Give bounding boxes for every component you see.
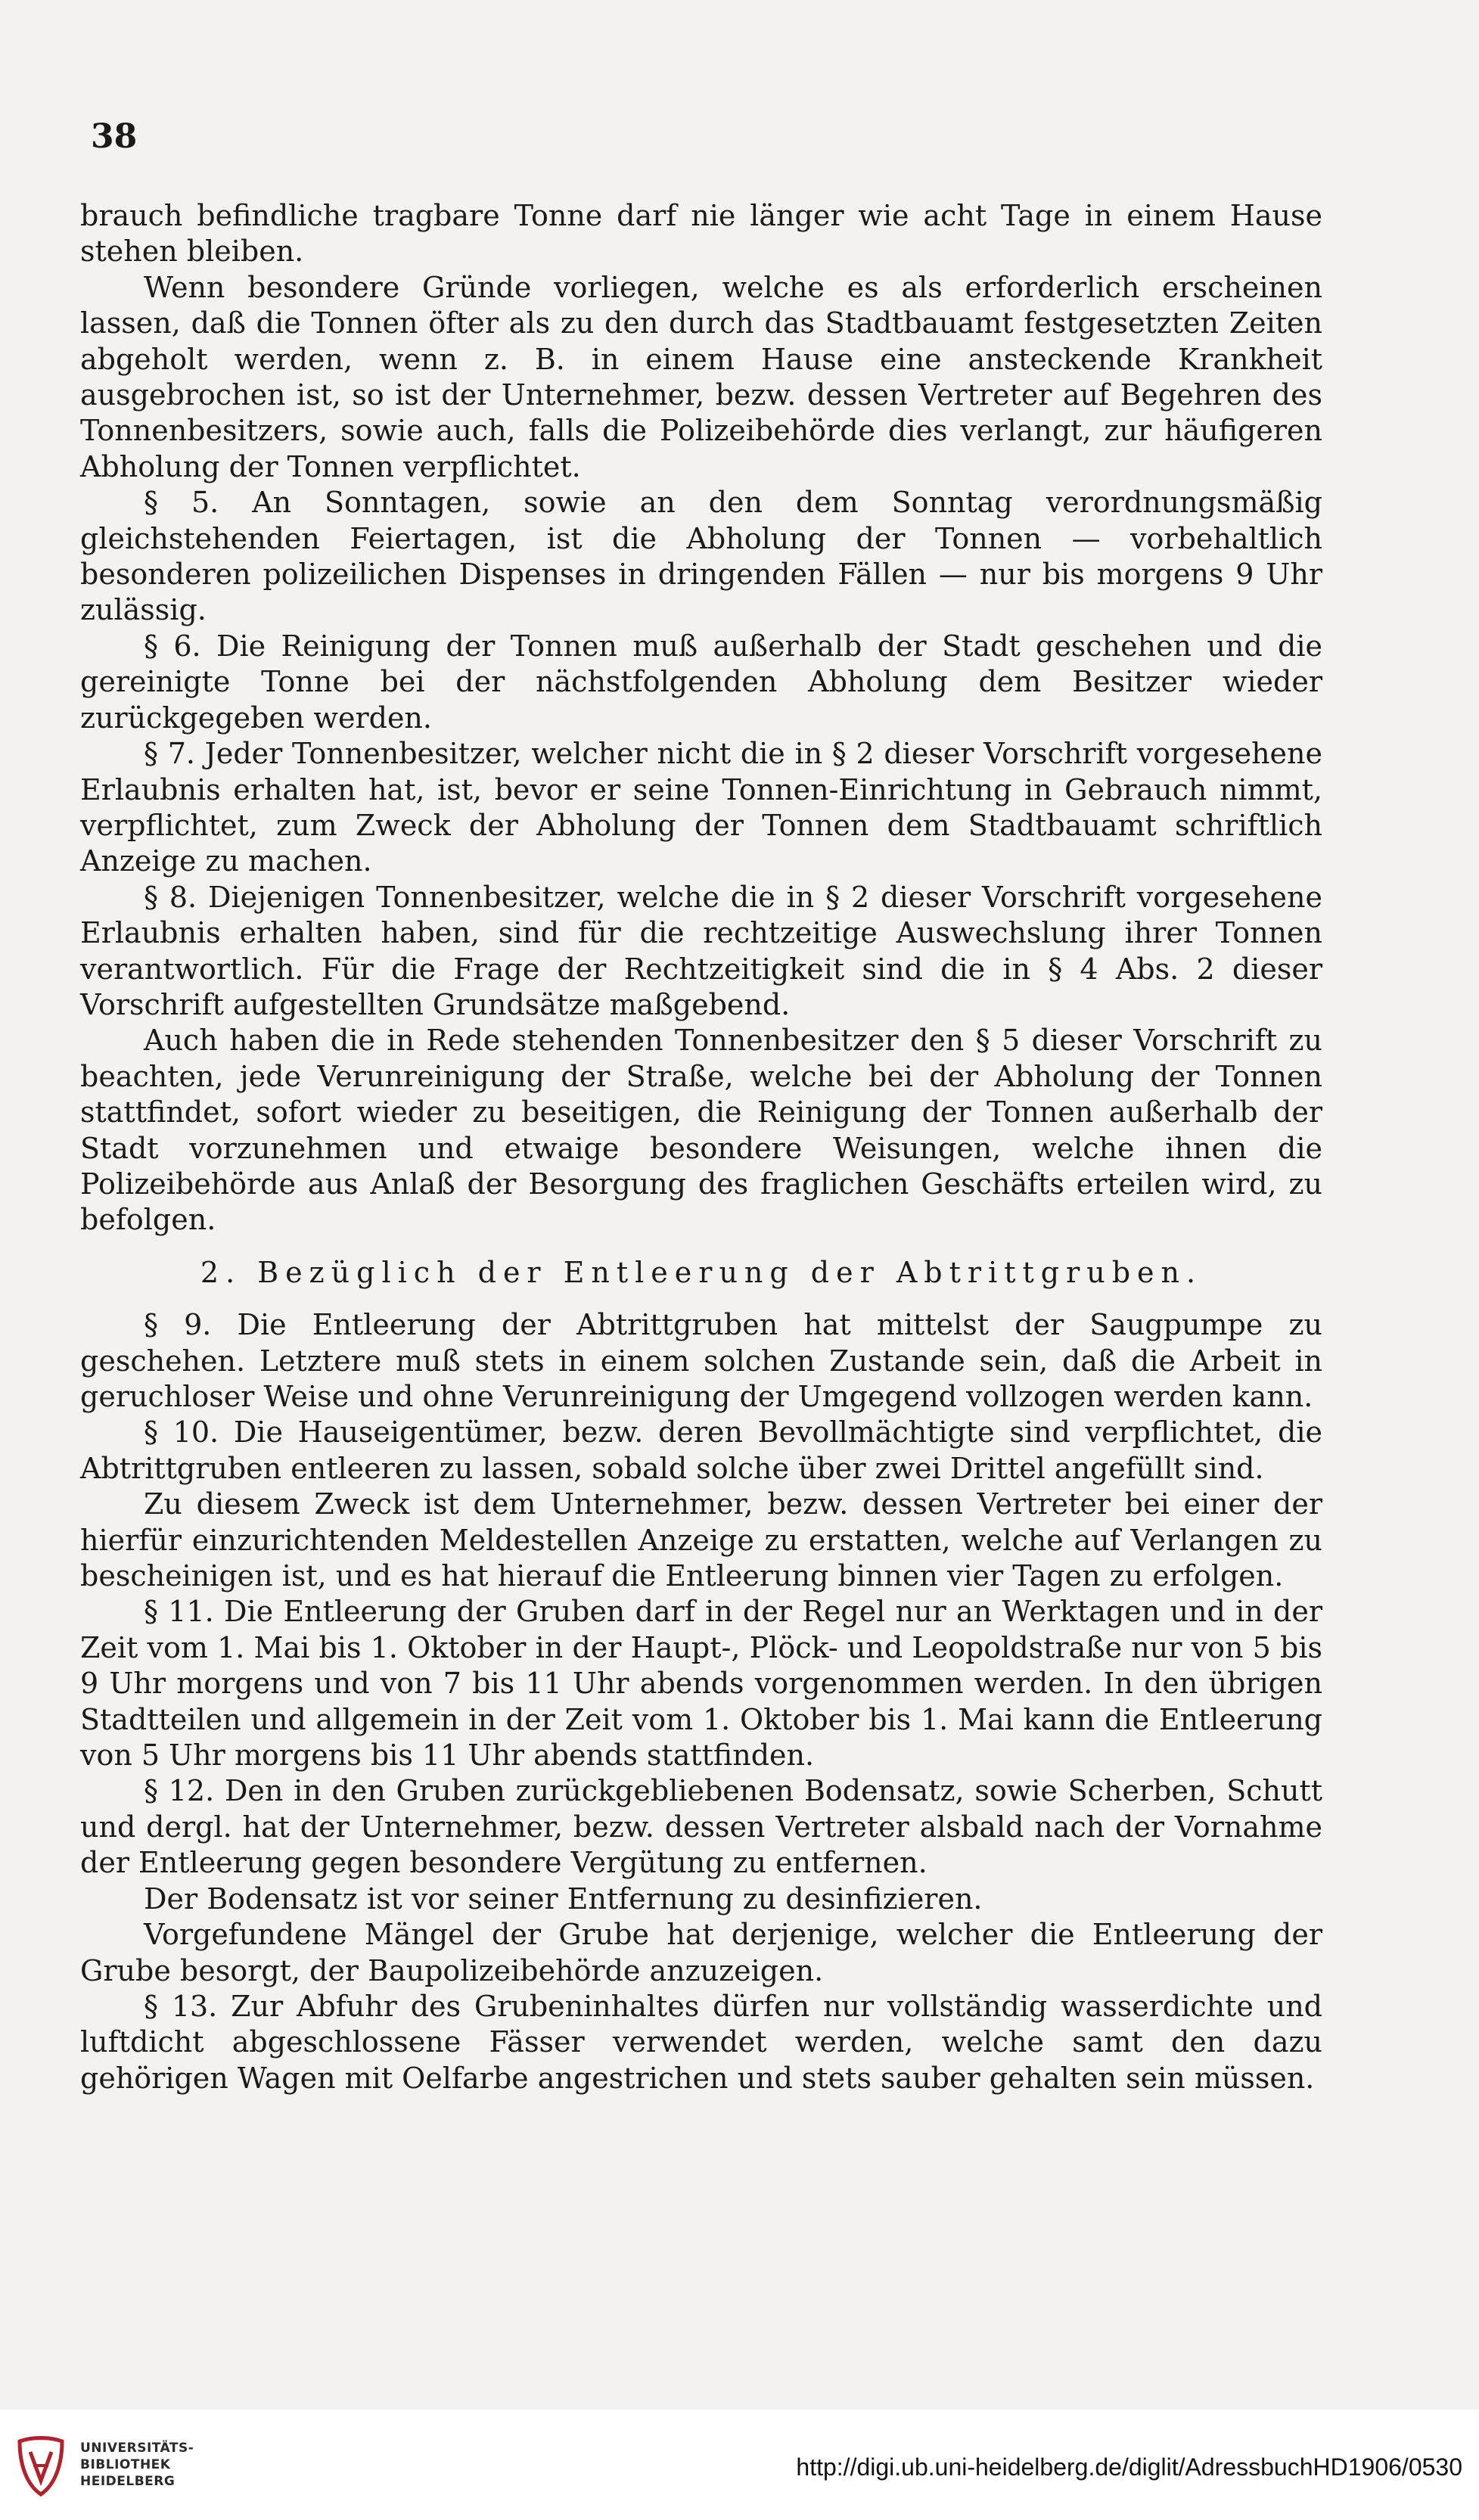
paragraph: Wenn besondere Gründe vorliegen, welche es als erforderlich erscheinen lassen, daß die Tonnen öfter als zu den durch das Stadtbauamt festgesetzten Zeiten abgeholt werden, wenn z. B. in einem Hause eine ansteckende Krankheit ausgebrochen ist, so ist der Unternehmer, bezw. dessen Vertreter auf Begehren des Tonnenbesitzers, sowie auch, falls die Polizeibehörde dies verlangt, zur häufigeren Abholung der Tonnen verpflichtet. [80, 270, 1322, 483]
paragraph-section-8: § 8. Diejenigen Tonnenbesitzer, welche die in § 2 dieser Vorschrift vorgesehene Erlaubnis erhalten haben, sind für die rechtzeitige Auswechslung ihrer Tonnen verantwortlich. Für die Frage der Rechtzeitigkeit sind die in § 4 Abs. 2 dieser Vorschrift aufgestellten Grundsätze maßgebend. [80, 880, 1322, 1021]
source-url-link[interactable]: http://digi.ub.uni-heidelberg.de/diglit/AdressbuchHD1906/0530 [796, 2453, 1462, 2481]
seal-icon [14, 2435, 68, 2497]
logo-line: BIBLIOTHEK [80, 2457, 171, 2472]
paragraph: Auch haben die in Rede stehenden Tonnenbesitzer den § 5 dieser Vorschrift zu beachten, jede Verunreinigung der Straße, welche bei der Abholung der Tonnen stattfindet, sofort wieder zu beseitigen, die Reinigung der Tonnen außerhalb der Stadt vorzunehmen und etwaige besondere Weisungen, welche ihnen die Polizeibehörde aus Anlaß der Besorgung des fraglichen Geschäfts erteilen wird, zu befolgen. [80, 1024, 1322, 1237]
paragraph-section-11: § 11. Die Entleerung der Gruben darf in der Regel nur an Werktagen und in der Zeit vom 1. Mai bis 1. Oktober in der Haupt-, Plöck- und Leopoldstraße nur von 5 bis 9 Uhr morgens und von 7 bis 11 Uhr abends vorgenommen werden. In den übrigen Stadtteilen und allgemein in der Zeit vom 1. Oktober bis 1. Mai kann die Entleerung von 5 Uhr morgens bis 11 Uhr abends stattfinden. [80, 1595, 1322, 1773]
paragraph: Vorgefundene Mängel der Grube hat derjenige, welcher die Entleerung der Grube besorgt, der Baupolizeibehörde anzuzeigen. [80, 1918, 1322, 1987]
paragraph-section-7: § 7. Jeder Tonnenbesitzer, welcher nicht die in § 2 dieser Vorschrift vorgesehene Erlaubnis erhalten hat, ist, bevor er seine Tonnen-Einrichtung in Gebrauch nimmt, verpflichtet, zum Zweck der Abholung der Tonnen dem Stadtbauamt schriftlich Anzeige zu machen. [80, 737, 1322, 878]
university-library-logo[interactable] [14, 2431, 194, 2503]
paragraph-section-10: § 10. Die Hauseigentümer, bezw. deren Bevollmächtigte sind verpflichtet, die Abtrittgruben entleeren zu lassen, sobald solche über zwei Drittel angefüllt sind. [80, 1415, 1322, 1485]
paragraph-section-13: § 13. Zur Abfuhr des Grubeninhaltes dürfen nur vollständig wasserdichte und luftdicht abgeschlossene Fässer verwendet werden, welche samt den dazu gehörigen Wagen mit Oelfarbe angestrichen und stets sauber gehalten sein müssen. [80, 1989, 1322, 2095]
paragraph-section-12: § 12. Den in den Gruben zurückgebliebenen Bodensatz, sowie Scherben, Schutt und dergl. hat der Unternehmer, bezw. dessen Vertreter alsbald nach der Vornahme der Entleerung gegen besondere Vergütung zu entfernen. [80, 1774, 1322, 1880]
logo-line: UNIVERSITÄTS- [80, 2441, 194, 2456]
paragraph: Der Bodensatz ist vor seiner Entfernung zu desinfizieren. [144, 1881, 983, 1916]
footer-bar [0, 2410, 1479, 2520]
paragraph-section-9: § 9. Die Entleerung der Abtrittgruben hat mittelst der Saugpumpe zu geschehen. Letztere muß stets in einem solchen Zustande sein, daß die Arbeit in geruchloser Weise und ohne Verunreinigung der Umgegend vollzogen werden kann. [80, 1308, 1322, 1413]
logo-line: HEIDELBERG [80, 2474, 176, 2489]
logo-text [80, 2440, 194, 2490]
paragraph-section-5: § 5. An Sonntagen, sowie an den dem Sonntag verordnungsmäßig gleichstehenden Feiertagen, ist die Abholung der Tonnen — vorbehaltlich besonderen polizeilichen Dispenses in dringenden Fällen — nur bis morgens 9 Uhr zulässig. [80, 486, 1322, 627]
section-heading: 2. Bezüglich der Entleerung der Abtrittgruben. [200, 1255, 1203, 1289]
page-body [80, 198, 1322, 2096]
paragraph-continuation: brauch befindliche tragbare Tonne darf nie länger wie acht Tage in einem Hause stehen bleiben. [80, 199, 1322, 269]
page-number: 38 [91, 117, 138, 156]
paragraph-section-6: § 6. Die Reinigung der Tonnen muß außerhalb der Stadt geschehen und die gereinigte Tonne bei der nächstfolgenden Abholung dem Besitzer wieder zurückgegeben werden. [80, 629, 1322, 735]
paragraph: Zu diesem Zweck ist dem Unternehmer, bezw. dessen Vertreter bei einer der hierfür einzurichtenden Meldestellen Anzeige zu erstatten, welche auf Verlangen zu bescheinigen ist, und es hat hierauf die Entleerung binnen vier Tagen zu erfolgen. [80, 1487, 1322, 1593]
